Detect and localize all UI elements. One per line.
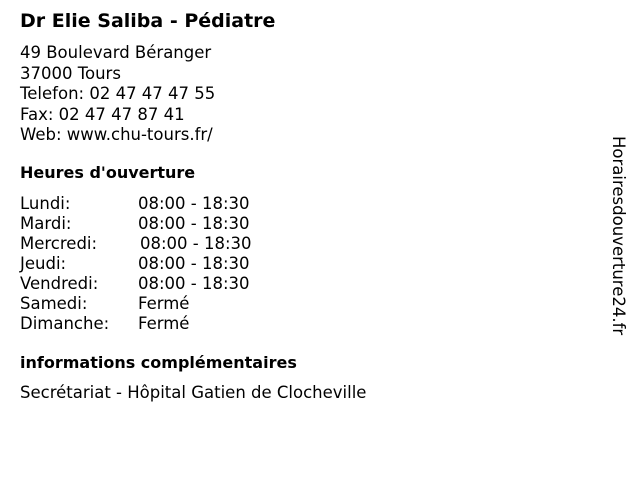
day-label: Dimanche:: [20, 314, 110, 333]
opening-hours-heading: Heures d'ouverture: [20, 163, 196, 182]
hours-value: Fermé: [138, 294, 190, 313]
phone-number: Telefon: 02 47 47 47 55: [20, 84, 216, 103]
hours-row-sunday: [20, 314, 340, 334]
hours-value: 08:00 - 18:30: [140, 234, 252, 253]
site-watermark: Horairesdouverture24.fr: [609, 136, 628, 336]
page-title: Dr Elie Saliba - Pédiatre: [20, 10, 276, 32]
address-city: 37000 Tours: [20, 63, 121, 83]
day-label: Samedi:: [20, 294, 88, 313]
opening-hours-table: [20, 194, 340, 334]
day-label: Mardi:: [20, 214, 72, 233]
hours-value: 08:00 - 18:30: [138, 254, 250, 273]
additional-info-text: Secrétariat - Hôpital Gatien de Clocheville: [20, 383, 367, 402]
day-label: Jeudi:: [20, 254, 67, 273]
additional-info-heading: informations complémentaires: [20, 353, 297, 372]
hours-row-thursday: [20, 254, 340, 274]
hours-row-saturday: [20, 294, 340, 314]
day-label: Lundi:: [20, 194, 71, 213]
hours-value: 08:00 - 18:30: [138, 194, 250, 213]
day-label: Vendredi:: [20, 274, 99, 293]
hours-value: 08:00 - 18:30: [138, 214, 250, 233]
hours-row-monday: [20, 194, 340, 214]
hours-row-tuesday: [20, 214, 340, 234]
day-label: Mercredi:: [20, 234, 98, 253]
address-block: [20, 43, 215, 146]
fax-number: Fax: 02 47 47 87 41: [20, 104, 185, 124]
hours-row-friday: [20, 274, 340, 294]
hours-row-wednesday: [20, 234, 340, 254]
hours-value: Fermé: [138, 314, 190, 333]
address-street: 49 Boulevard Béranger: [20, 43, 212, 62]
website-link[interactable]: Web: www.chu-tours.fr/: [20, 125, 213, 144]
hours-value: 08:00 - 18:30: [138, 274, 250, 293]
